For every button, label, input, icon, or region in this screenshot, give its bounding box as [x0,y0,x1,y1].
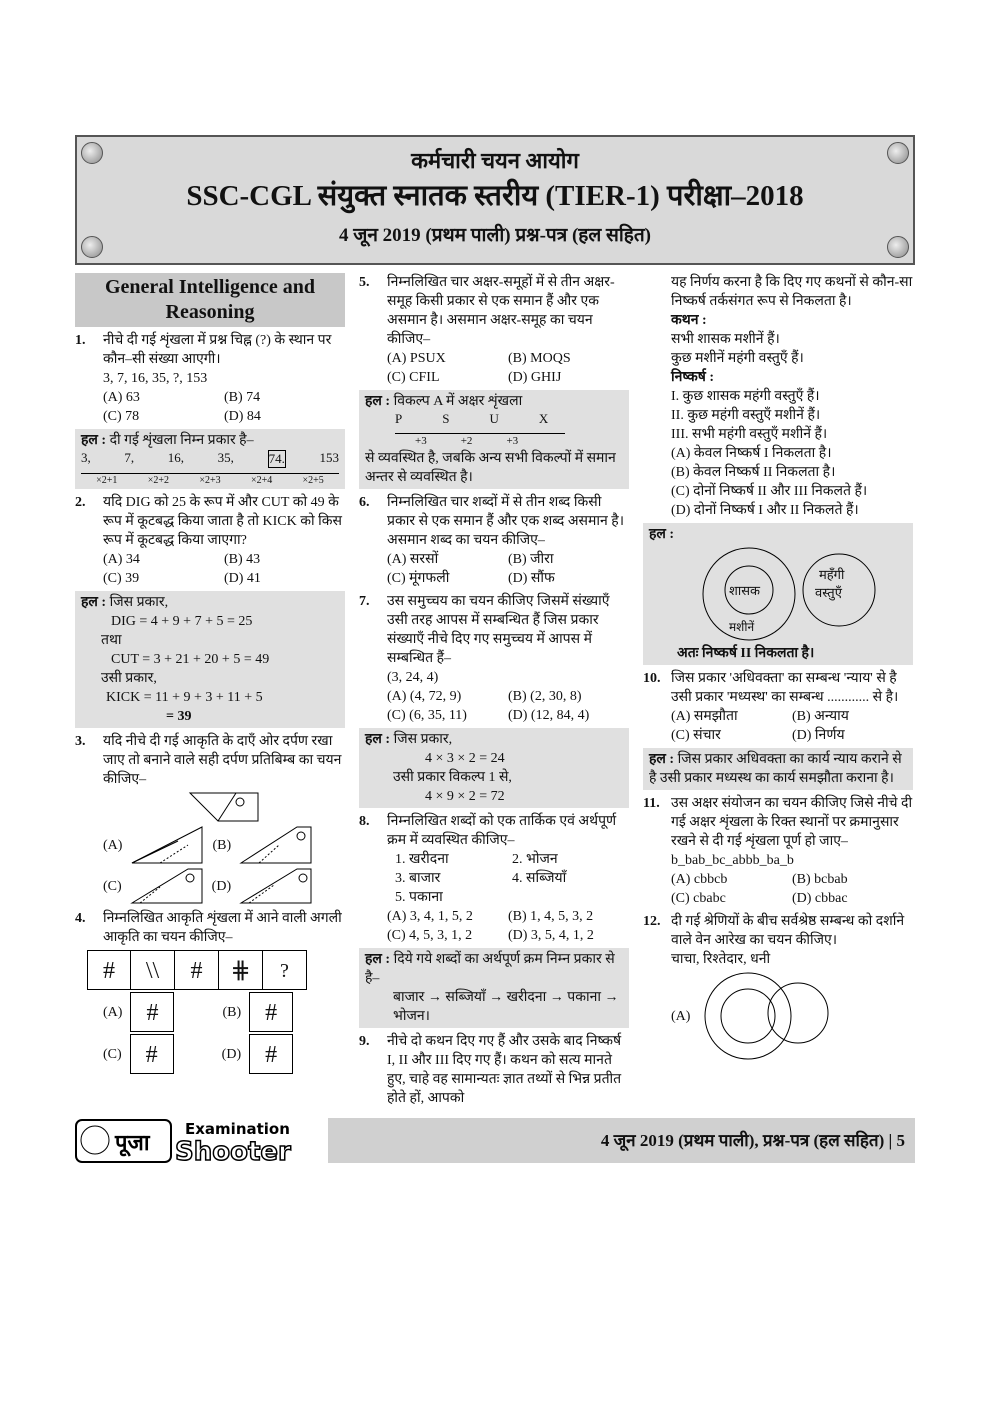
svg-text:Examination: Examination [185,1120,290,1138]
bolt-icon [887,142,909,164]
letter: S [442,411,450,426]
svg-text:Shooter: Shooter [175,1137,291,1164]
q-number: 4. [75,911,86,926]
sol-line: उसी प्रकार विकल्प 1 से, [393,770,512,785]
conclusion: II. कुछ महंगी वस्तुएँ मशीनें हैं। [671,408,821,423]
conclusion: III. सभी महंगी वस्तुएँ मशीनें हैं। [671,427,828,442]
term: 153 [319,450,339,465]
column-1 [75,273,345,1108]
sol-label: हल : [365,732,391,747]
question-10 [643,669,913,707]
sol-text: जिस प्रकार, [393,732,453,747]
option: (A) PSUX [387,351,446,366]
option: (C) दोनों निष्कर्ष II और III निकलते हैं। [671,484,868,499]
option-b-figure[interactable] [239,825,313,865]
option: (D) cbbac [792,891,848,906]
venn-label: वस्तुएँ [815,585,842,600]
series-cell: # [175,950,219,990]
question-3 [75,732,345,789]
sol-line: DIG = 4 + 9 + 7 + 5 = 25 [111,614,253,629]
option-a-figure[interactable] [130,825,204,865]
q-words: चाचा, रिश्तेदार, धनी [671,952,771,967]
q1-options [75,388,345,426]
sol-text: जिस प्रकार अधिवक्ता का कार्य न्याय कराने से है उसी प्रकार मध्यस्थ का कार्य समझौता कराना है। [649,752,902,786]
op: ×2+1 [96,475,118,486]
q-number: 10. [643,671,661,686]
q-number: 3. [75,734,86,749]
sol-text: विकल्प A में अक्षर शृंखला [393,394,523,409]
option-label: (C) [103,878,122,894]
solution-2 [75,591,345,728]
option: (A) 34 [103,552,140,567]
q-number: 6. [359,495,370,510]
column-3 [643,273,913,1108]
option: (C) CFIL [387,370,440,385]
question-figure [188,791,260,823]
sol-text: दी गई शृंखला निम्न प्रकार है– [109,433,254,448]
q-given: (3, 24, 4) [387,670,439,685]
q-number: 1. [75,333,86,348]
option: (B) जीरा [508,552,554,567]
option-a-venn[interactable] [698,971,838,1061]
option: (C) 39 [103,571,140,586]
statement-heading: कथन : [671,313,707,328]
letter: X [538,411,549,426]
q2-options [75,550,345,588]
header-wrap [75,0,915,265]
sol-label: हल : [649,527,675,542]
q3-options-row [75,867,345,905]
bolt-icon [81,236,103,258]
figure-series [87,950,345,990]
q4-options-row [75,992,345,1032]
sol-line: 4 × 9 × 2 = 72 [425,789,505,804]
option: (A) 63 [103,390,140,405]
option: (D) 41 [224,571,261,586]
option-d-hash-icon[interactable]: # [249,1034,293,1074]
question-4 [75,909,345,947]
option: (A) cbbcb [671,872,728,887]
option: (C) (6, 35, 11) [387,708,467,723]
option: (D) GHIJ [508,370,562,385]
conclusion-heading: निष्कर्ष : [671,370,715,385]
sol-text: से व्यवस्थित है, जबकि अन्य सभी विकल्पों में समान अन्तर से व्यवस्थित है। [365,451,616,485]
q11-options [643,870,913,908]
sol-answer: = 39 [166,709,192,724]
option: (B) bcbab [792,872,848,887]
option: (C) 78 [103,409,140,424]
term: 7, [124,450,135,465]
footer [75,1116,915,1164]
option: (A) सरसों [387,552,439,567]
option: (B) 74 [224,390,261,405]
solution-9 [643,523,913,665]
q-text: निम्नलिखित चार अक्षर-समूहों में से तीन अक्षर-समूह किसी प्रकार से एक समान हैं और एक असमान है। असमान अक्षर-समूह का चयन कीजिए– [387,275,615,347]
option-label: (D) [211,878,232,894]
footer-bar: 4 जून 2019 (प्रथम पाली), प्रश्न-पत्र (हल सहित) | 5 [328,1118,915,1163]
q-number: 5. [359,275,370,290]
series-cell: ⋕ [219,950,263,990]
series-cell-question: ? [263,950,307,990]
option-b-hash-icon[interactable]: # [249,992,293,1032]
option: (B) 43 [224,552,261,567]
option: (D) निर्णय [792,728,845,743]
question-6 [359,493,629,550]
option: (D) 84 [224,409,261,424]
op: ×2+2 [147,475,170,486]
term-answer: 74. [268,451,285,466]
solution-1 [75,429,345,489]
columns [75,273,915,1108]
q-series: 3, 7, 16, 35, ?, 153 [103,371,208,386]
q-text: उस समुच्चय का चयन कीजिए जिसमें संख्याएँ उसी तरह आपस में सम्बन्धित हैं जिस प्रकार संख्याएँ नीचे दिए गए समुच्चय में आपस में सम्बन्धित हैं– [387,594,610,666]
option-label: (D) [221,1046,242,1062]
term: 16, [167,450,185,465]
sol-line: तथा [101,633,122,648]
option: (A) (4, 72, 9) [387,689,462,704]
option-c-hash-icon[interactable]: # [130,1034,174,1074]
venn-diagram [689,544,889,644]
section-heading: General Intelligence and Reasoning [75,273,345,327]
question-8 [359,812,629,850]
option-label: (A) [103,837,123,853]
q-text: यदि नीचे दी गई आकृति के दाएँ ओर दर्पण रखा जाए तो बनाने वाले सही दर्पण प्रतिबिम्ब का चयन कीजिए– [103,734,342,787]
q8-items [359,850,629,907]
gap: +3 [415,435,427,447]
header-line1: कर्मचारी चयन आयोग [411,148,579,173]
option: (B) MOQS [508,351,571,366]
option: (B) अन्याय [792,709,849,724]
solution-8 [359,948,629,1028]
venn-label: मशीनें [729,620,755,634]
option: (C) cbabc [671,891,726,906]
bolt-icon [81,142,103,164]
item: 4. सब्जियाँ [512,871,567,886]
option: (B) केवल निष्कर्ष II निकलता है। [671,465,836,480]
q-text: नीचे दो कथन दिए गए हैं और उसके बाद निष्कर्ष I, II और III दिए गए हैं। कथन को सत्य मानते हुए, चाहे वह सामान्यतः ज्ञात तथ्यों से भिन्न प्रतीत होते हों, आपको [387,1034,622,1106]
option: (D) 3, 5, 4, 1, 2 [508,928,594,943]
option: (C) मूंगफली [387,571,450,586]
option: (A) 3, 4, 1, 5, 2 [387,909,473,924]
q-number: 11. [643,796,660,811]
item: 1. खरीदना [395,852,449,867]
question-11 [643,794,913,870]
q-text: दी गई श्रेणियों के बीच सर्वश्रेष्ठ सम्बन्ध को दर्शाने वाले वेन आरेख का चयन कीजिए। [671,914,905,948]
op: ×2+3 [199,475,221,486]
q-number: 2. [75,495,86,510]
q-number: 9. [359,1034,370,1049]
q-text: यदि DIG को 25 के रूप में और CUT को 49 के रूप में कूटबद्ध किया जाता है तो KICK को किस रूप में कूटबद्ध किया जाएगा? [103,495,342,548]
venn-label: महँगी [819,567,845,582]
sol-label: हल : [81,433,107,448]
question-7 [359,592,629,687]
solution-10 [643,748,913,790]
op: ×2+4 [250,475,273,486]
q-text: नीचे दी गई शृंखला में प्रश्न चिह्न (?) के स्थान पर कौन–सी संख्या आएगी। [103,333,332,367]
letter: U [489,411,499,426]
q-number: 8. [359,814,370,829]
q-number: 12. [643,914,661,929]
sol-label: हल : [365,952,391,967]
q6-options [359,550,629,588]
sol-text: दिये गये शब्दों का अर्थपूर्ण क्रम निम्न प्रकार से है– [365,952,615,986]
sol-text: अतः निष्कर्ष II निकलता है। [677,646,815,661]
header-title: SSC-CGL संयुक्त स्नातक स्तरीय (TIER-1) परीक्षा–2018 [186,180,804,212]
option-a-hash-icon[interactable]: # [130,992,174,1032]
option: (D) दोनों निष्कर्ष I और II निकलते हैं। [671,503,859,518]
option: (D) सौंफ [508,571,555,586]
venn-label: शासक [729,583,760,598]
option: (A) केवल निष्कर्ष I निकलता है। [671,446,832,461]
sol-line: KICK = 11 + 9 + 3 + 11 + 5 [106,690,263,705]
option-label: (B) [222,1004,242,1020]
q-text: उस अक्षर संयोजन का चयन कीजिए जिसे नीचे दी गई अक्षर शृंखला के रिक्त स्थानों पर क्रमानुसार रखने से दी गई शृंखला पूर्ण हो जाए– [671,796,913,849]
q8-options [359,907,629,945]
q9-continued [643,273,913,520]
option-label: (A) [103,1004,123,1020]
q-number: 7. [359,594,370,609]
option-c-figure[interactable] [130,867,204,905]
q-text: जिस प्रकार 'अधिवक्ता' का सम्बन्ध 'न्याय' से है उसी प्रकार 'मध्यस्थ' का सम्बन्ध ............ से है। [671,671,899,705]
option-d-figure[interactable] [239,867,313,905]
question-figure-row [75,791,345,823]
term: 3, [81,450,91,465]
q5-options [359,349,629,387]
sol-line: उसी प्रकार, [101,671,157,686]
gap: +2 [460,435,473,447]
q-text: निम्नलिखित आकृति शृंखला में आने वाली अगली आकृति का चयन कीजिए– [103,911,342,945]
op: ×2+5 [302,475,324,486]
q-series: b_bab_bc_abbb_ba_b [671,853,794,868]
column-2 [359,273,629,1108]
question-2 [75,493,345,550]
option: (B) (2, 30, 8) [508,689,582,704]
option: (B) 1, 4, 5, 3, 2 [508,909,594,924]
item: 3. बाजार [395,871,441,886]
term: 35, [217,450,234,465]
q12-option-row [643,971,913,1061]
option: (A) समझौता [671,709,738,724]
question-9 [359,1032,629,1108]
series-cell: # [87,950,131,990]
sol-line: बाजार → सब्जियाँ → खरीदना → पकाना → भोजन। [393,990,619,1024]
q3-options-row [75,825,345,865]
series-cell: \\ [131,950,175,990]
sol-line: CUT = 3 + 21 + 20 + 5 = 49 [111,652,270,667]
statement: सभी शासक मशीनें हैं। [671,332,780,347]
conclusion: I. कुछ शासक महंगी वस्तुएँ हैं। [671,389,820,404]
q-text: यह निर्णय करना है कि दिए गए कथनों से कौन-सा निष्कर्ष तर्कसंगत रूप से निकलता है। [671,275,913,309]
gap: +3 [506,435,519,447]
q10-options [643,707,913,745]
sol-text: जिस प्रकार, [109,595,169,610]
q-text: निम्नलिखित शब्दों को एक तार्किक एवं अर्थपूर्ण क्रम में व्यवस्थित कीजिए– [387,814,617,848]
publisher-logo [75,1116,320,1164]
item: 2. भोजन [512,852,558,867]
sol-label: हल : [365,394,391,409]
item: 5. पकाना [395,890,443,905]
statement: कुछ मशीनें महंगी वस्तुएँ हैं। [671,351,804,366]
sol-line: 4 × 3 × 2 = 24 [425,751,505,766]
solution-7 [359,728,629,808]
venn-wrap [689,544,889,644]
letter: P [395,411,403,426]
q-text: निम्नलिखित चार शब्दों में से तीन शब्द किसी प्रकार से एक समान हैं और एक शब्द असमान है। असमान शब्द का चयन कीजिए– [387,495,625,548]
option: (D) (12, 84, 4) [508,708,590,723]
question-5 [359,273,629,349]
question-1 [75,331,345,388]
option: (C) 4, 5, 3, 1, 2 [387,928,473,943]
header-subtitle: 4 जून 2019 (प्रथम पाली) प्रश्न-पत्र (हल सहित) [338,225,652,246]
sol-label: हल : [81,595,107,610]
svg-text:पूजा: पूजा [115,1131,150,1156]
option-label: (C) [103,1046,122,1062]
option-label: (B) [212,837,232,853]
header-banner [75,135,915,265]
q4-options-row [75,1034,345,1074]
bolt-icon [887,236,909,258]
option-label: (A) [671,1008,691,1024]
option: (C) संचार [671,728,721,743]
solution-5 [359,390,629,489]
q7-options [359,687,629,725]
question-12 [643,912,913,969]
sol-label: हल : [649,752,675,767]
